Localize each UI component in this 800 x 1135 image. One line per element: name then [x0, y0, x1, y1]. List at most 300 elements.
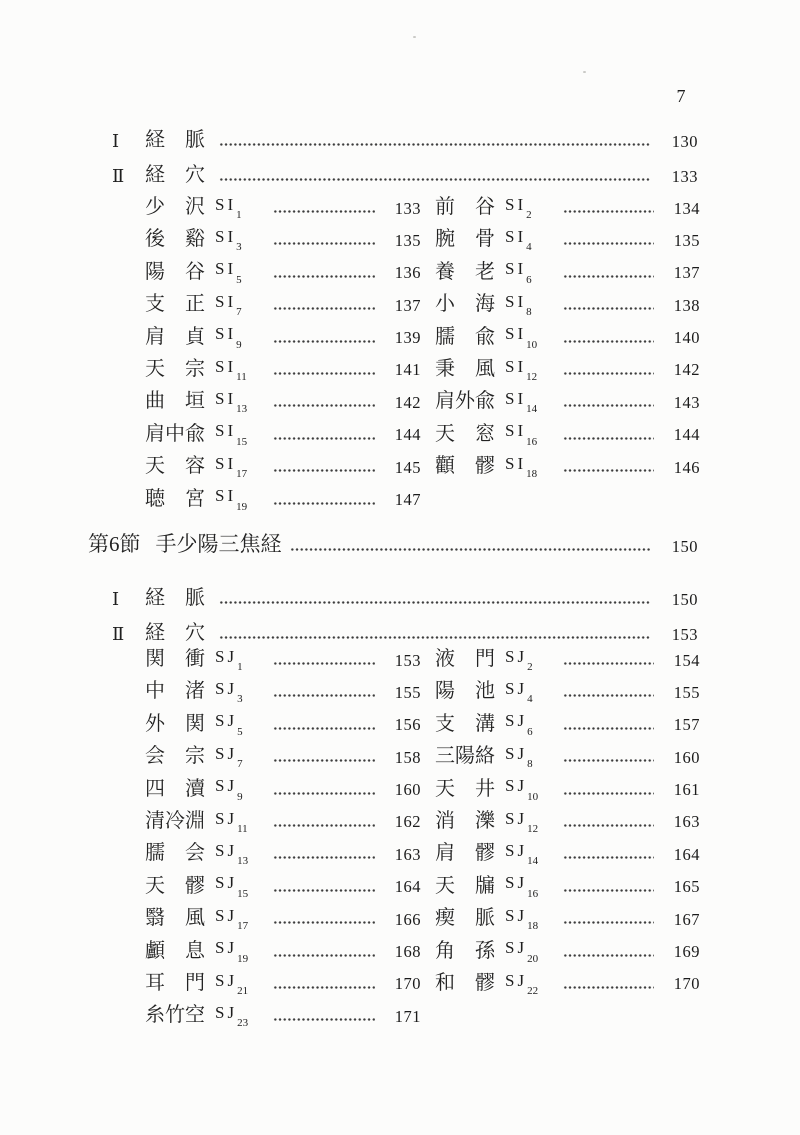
toc-entry-points	[112, 161, 698, 185]
entry-page-number: 154	[673, 650, 700, 670]
dot-leader	[273, 856, 375, 859]
toc-point-entry	[145, 711, 421, 738]
meridian-code: SJ	[505, 938, 528, 958]
point-number: 12	[526, 370, 538, 383]
meridian-code: SJ	[215, 743, 238, 763]
meridian-code: SJ	[505, 873, 528, 893]
point-code	[215, 808, 269, 835]
point-code	[505, 905, 559, 933]
point-code	[505, 679, 559, 706]
entry-label: 経 穴	[145, 622, 205, 644]
point-code	[505, 938, 559, 965]
dot-leader	[563, 275, 654, 278]
point-code	[215, 905, 269, 933]
point-name: 少 沢	[145, 196, 205, 218]
toc-point-entry	[145, 938, 421, 965]
point-number: 12	[527, 822, 539, 835]
entry-page-number: 135	[673, 230, 700, 250]
page-number: 7	[676, 86, 686, 106]
entry-page-number: 155	[673, 682, 700, 702]
point-code	[215, 840, 269, 868]
point-name: 秉 風	[435, 357, 495, 380]
point-number: 18	[526, 468, 538, 481]
toc-point-entry	[145, 486, 421, 513]
toc-point-row	[145, 969, 700, 997]
point-number: 9	[237, 790, 243, 803]
toc-point-entry	[145, 905, 421, 933]
toc-entry-meridian	[112, 584, 698, 608]
entry-label: 経 脈	[145, 587, 205, 609]
toc-point-row	[145, 677, 700, 706]
entry-page-number: 137	[394, 295, 421, 315]
dot-leader	[273, 502, 375, 505]
entry-page-number: 135	[394, 230, 421, 250]
point-code	[505, 291, 559, 319]
point-name: 翳 風	[145, 907, 205, 930]
entry-page-number: 155	[394, 682, 421, 702]
point-name: 天 井	[435, 777, 495, 800]
toc-point-entry	[145, 356, 421, 383]
meridian-code: SI	[215, 388, 237, 408]
point-number: 11	[236, 370, 247, 383]
dot-leader	[273, 889, 375, 892]
meridian-code: SJ	[215, 970, 238, 990]
toc-point-row	[145, 452, 700, 481]
toc-point-row	[145, 290, 700, 319]
dot-leader	[563, 210, 654, 213]
toc-point-row	[145, 645, 700, 673]
point-code	[215, 679, 269, 706]
entry-page-number: 165	[673, 877, 700, 897]
toc-point-row	[145, 355, 700, 383]
point-code	[215, 873, 269, 900]
point-name: 臑 会	[145, 842, 205, 865]
point-code	[505, 743, 559, 771]
point-name: 聴 宮	[145, 487, 205, 510]
roman-numeral: Ⅱ	[112, 624, 125, 644]
entry-page-number: 163	[673, 812, 700, 832]
point-code	[215, 776, 269, 803]
toc-point-entry	[145, 873, 421, 900]
dot-leader	[219, 143, 650, 146]
point-code	[505, 711, 559, 738]
toc-point-entry	[435, 453, 700, 481]
meridian-code: SI	[505, 227, 527, 246]
toc-point-entry	[435, 356, 700, 383]
roman-numeral: Ⅱ	[112, 166, 125, 186]
point-code	[505, 808, 559, 835]
point-number: 5	[237, 725, 243, 738]
entry-label: 経 穴	[145, 164, 205, 186]
meridian-code: SI	[215, 356, 237, 376]
toc-point-entry	[435, 388, 700, 416]
point-code	[215, 970, 269, 997]
point-code	[505, 194, 559, 221]
point-number: 19	[236, 500, 248, 513]
dot-leader	[273, 662, 375, 665]
meridian-code: SI	[215, 486, 237, 506]
dot-leader	[563, 889, 654, 892]
point-code	[505, 970, 559, 997]
point-code	[505, 421, 559, 448]
dot-leader	[290, 548, 651, 551]
toc-point-entry	[435, 291, 700, 319]
toc-point-entry	[145, 291, 421, 319]
point-code	[505, 227, 559, 254]
point-number: 13	[237, 855, 249, 868]
dot-leader	[563, 662, 654, 665]
point-code	[215, 291, 269, 319]
toc-point-entry	[145, 840, 421, 868]
point-number: 9	[236, 338, 242, 351]
toc-point-row	[145, 323, 700, 351]
dot-leader	[273, 275, 375, 278]
point-name: 四 瀆	[145, 777, 205, 800]
entry-page-number: 162	[394, 812, 421, 832]
point-name: 支 溝	[435, 712, 495, 735]
point-number: 14	[527, 855, 539, 868]
point-name: 曲 垣	[145, 390, 205, 413]
entry-label: 経 脈	[145, 129, 205, 151]
dot-leader	[273, 307, 375, 310]
point-name: 後 谿	[145, 228, 205, 251]
point-name: 会 宗	[145, 745, 205, 768]
point-code	[215, 1002, 269, 1030]
point-name: 陽 谷	[145, 260, 205, 283]
toc-point-entry	[435, 679, 700, 706]
section-header	[88, 531, 698, 555]
meridian-code: SI	[505, 324, 527, 344]
toc-point-entry	[145, 388, 421, 416]
meridian-code: SJ	[215, 938, 238, 958]
toc-point-entry	[145, 453, 421, 481]
meridian-code: SI	[215, 421, 237, 441]
point-number: 5	[236, 273, 242, 286]
point-number: 10	[527, 790, 539, 803]
dot-leader	[563, 694, 654, 697]
point-name: 耳 門	[145, 971, 205, 994]
point-code	[215, 421, 269, 448]
point-code	[215, 227, 269, 254]
dot-leader	[563, 759, 654, 762]
toc-point-row	[145, 420, 700, 448]
point-number: 2	[526, 209, 532, 221]
point-number: 6	[527, 725, 533, 738]
entry-page-number: 160	[394, 780, 421, 800]
point-number: 10	[526, 338, 538, 351]
point-number: 11	[237, 822, 248, 835]
toc-point-entry	[145, 421, 421, 448]
entry-page-number: 134	[673, 198, 700, 218]
toc-point-row	[145, 775, 700, 803]
meridian-code: SJ	[505, 808, 528, 828]
section-title: 手少陽三焦経	[155, 532, 282, 556]
point-number: 1	[237, 661, 243, 673]
entry-page-number: 136	[394, 263, 421, 283]
point-number: 15	[237, 887, 249, 900]
point-name: 外 関	[145, 712, 205, 735]
point-name: 中 渚	[145, 680, 205, 703]
entry-page-number: 141	[394, 360, 421, 380]
point-number: 7	[236, 306, 242, 319]
toc-point-entry	[435, 873, 700, 900]
entry-page-number: 150	[671, 589, 698, 609]
dot-leader	[219, 178, 650, 181]
toc-point-entry	[435, 905, 700, 933]
meridian-code: SI	[505, 453, 527, 473]
entry-page-number: 133	[394, 198, 421, 218]
point-name: 天 牖	[435, 874, 495, 897]
dot-leader	[219, 636, 650, 639]
point-name: 消 濼	[435, 809, 495, 832]
meridian-code: SJ	[215, 646, 238, 666]
point-name: 臑 兪	[435, 325, 495, 348]
meridian-code: SJ	[215, 840, 238, 860]
scan-speck	[583, 71, 586, 73]
meridian-code: SJ	[505, 646, 528, 666]
toc-point-entry	[435, 259, 700, 286]
toc-point-entry	[145, 743, 421, 771]
meridian-code: SJ	[215, 808, 238, 828]
dot-leader	[563, 824, 654, 827]
point-code	[215, 388, 269, 416]
toc-point-entry	[435, 776, 700, 803]
meridian-code: SI	[215, 453, 237, 473]
toc-point-row	[145, 839, 700, 868]
entry-page-number: 153	[671, 624, 698, 644]
toc-point-entry	[145, 324, 421, 351]
section-number: 第6節	[88, 532, 141, 556]
entry-page-number: 156	[394, 715, 421, 735]
toc-entry-meridian	[112, 126, 698, 150]
point-number: 1	[236, 209, 242, 221]
meridian-code: SJ	[505, 776, 528, 796]
point-name: 肩中兪	[145, 422, 205, 445]
point-name: 三陽絡	[435, 745, 495, 768]
toc-point-row	[145, 1001, 700, 1030]
dot-leader	[563, 986, 654, 989]
toc-point-entry	[145, 1002, 421, 1030]
entry-page-number: 142	[673, 360, 700, 380]
meridian-code: SI	[505, 421, 527, 441]
entry-page-number: 158	[394, 747, 421, 767]
dot-leader	[273, 694, 375, 697]
point-code	[215, 324, 269, 351]
point-number: 8	[526, 306, 532, 319]
toc-point-row	[145, 225, 700, 254]
roman-numeral: Ⅰ	[112, 131, 120, 151]
point-code	[505, 356, 559, 383]
scan-speck	[413, 36, 416, 38]
meridian-code: SJ	[215, 905, 238, 925]
entry-page-number: 138	[673, 295, 700, 315]
point-name: 瘈 脈	[435, 907, 495, 930]
dot-leader	[563, 856, 654, 859]
dot-leader	[273, 727, 375, 730]
toc-point-entry	[145, 679, 421, 706]
dot-leader	[563, 727, 654, 730]
point-number: 17	[237, 920, 249, 933]
entry-page-number: 153	[394, 650, 421, 670]
point-name: 肩 髎	[435, 842, 495, 865]
point-number: 23	[237, 1017, 249, 1030]
dot-leader	[273, 824, 375, 827]
meridian-code: SI	[505, 388, 527, 408]
point-name: 養 老	[435, 260, 495, 283]
dot-leader	[273, 372, 375, 375]
point-code	[505, 259, 559, 286]
point-number: 17	[236, 468, 248, 481]
si-level1-entries	[112, 126, 698, 196]
toc-point-entry	[435, 808, 700, 835]
point-code	[215, 194, 269, 221]
toc-point-entry	[145, 259, 421, 286]
point-number: 20	[527, 952, 539, 965]
meridian-code: SI	[215, 259, 237, 279]
entry-page-number: 143	[673, 392, 700, 412]
toc-point-entry	[435, 421, 700, 448]
dot-leader	[563, 404, 654, 407]
dot-leader	[273, 469, 375, 472]
meridian-code: SI	[505, 194, 527, 214]
point-name: 天 宗	[145, 357, 205, 380]
point-number: 21	[237, 984, 249, 997]
toc-point-entry	[435, 840, 700, 868]
dot-leader	[219, 601, 650, 604]
point-number: 16	[527, 887, 539, 900]
point-code	[215, 646, 269, 673]
point-code	[215, 259, 269, 286]
point-name: 前 谷	[435, 196, 495, 218]
point-name: 清冷淵	[145, 809, 205, 832]
sj-point-list	[145, 645, 700, 1034]
dot-leader	[563, 792, 654, 795]
point-number: 19	[237, 952, 249, 965]
point-name: 天 窓	[435, 422, 495, 445]
entry-page-number: 146	[673, 457, 700, 477]
dot-leader	[273, 954, 375, 957]
dot-leader	[563, 921, 654, 924]
point-name: 顴 髎	[435, 455, 495, 478]
dot-leader	[273, 792, 375, 795]
dot-leader	[563, 437, 654, 440]
toc-point-row	[145, 872, 700, 900]
toc-point-entry	[435, 938, 700, 965]
point-number: 13	[236, 403, 248, 416]
point-name: 関 衝	[145, 648, 205, 670]
entry-page-number: 170	[394, 974, 421, 994]
point-number: 15	[236, 435, 248, 448]
point-number: 3	[237, 693, 243, 706]
si-point-list	[145, 193, 700, 517]
dot-leader	[273, 404, 375, 407]
entry-page-number: 164	[673, 844, 700, 864]
point-number: 22	[527, 984, 539, 997]
dot-leader	[563, 340, 654, 343]
toc-point-entry	[435, 743, 700, 771]
dot-leader	[273, 1018, 375, 1021]
dot-leader	[563, 954, 654, 957]
toc-point-row	[145, 807, 700, 835]
meridian-code: SI	[215, 291, 237, 311]
toc-point-row	[145, 193, 700, 221]
meridian-code: SJ	[215, 679, 238, 698]
meridian-code: SJ	[215, 873, 238, 893]
toc-point-entry	[145, 194, 421, 221]
sj-level1-entries	[112, 584, 698, 654]
meridian-code: SI	[505, 291, 527, 311]
point-code	[505, 840, 559, 868]
point-name: 天 容	[145, 455, 205, 478]
entry-page-number: 166	[394, 909, 421, 929]
entry-page-number: 147	[394, 490, 421, 510]
dot-leader	[273, 210, 375, 213]
point-number: 3	[236, 241, 242, 254]
point-name: 糸竹空	[145, 1004, 205, 1027]
point-name: 腕 骨	[435, 228, 495, 251]
toc-point-entry	[145, 227, 421, 254]
point-number: 7	[237, 758, 243, 771]
point-number: 2	[527, 661, 533, 673]
point-number: 6	[526, 273, 532, 286]
toc-point-row	[145, 258, 700, 286]
point-code	[215, 711, 269, 738]
dot-leader	[273, 986, 375, 989]
point-name: 肩 貞	[145, 325, 205, 348]
point-number: 14	[526, 403, 538, 416]
meridian-code: SJ	[215, 1002, 238, 1022]
toc-point-row	[145, 742, 700, 771]
toc-point-entry	[435, 324, 700, 351]
point-code	[505, 776, 559, 803]
meridian-code: SJ	[505, 711, 528, 731]
entry-page-number: 130	[671, 131, 698, 151]
toc-point-entry	[435, 646, 700, 673]
point-code	[505, 453, 559, 481]
point-code	[505, 646, 559, 673]
toc-point-row	[145, 387, 700, 416]
toc-point-entry	[435, 227, 700, 254]
dot-leader	[273, 437, 375, 440]
toc-point-entry	[145, 808, 421, 835]
meridian-code: SJ	[505, 970, 528, 990]
meridian-code: SI	[215, 227, 237, 246]
point-name: 陽 池	[435, 680, 495, 703]
point-code	[215, 938, 269, 965]
entry-page-number: 144	[673, 425, 700, 445]
meridian-code: SI	[215, 324, 237, 344]
toc-point-row	[145, 485, 700, 513]
meridian-code: SI	[505, 356, 527, 376]
point-name: 小 海	[435, 293, 495, 316]
toc-point-entry	[435, 711, 700, 738]
point-code	[215, 356, 269, 383]
entry-page-number: 170	[673, 974, 700, 994]
toc-point-row	[145, 904, 700, 933]
dot-leader	[563, 469, 654, 472]
toc-point-entry	[145, 776, 421, 803]
point-number: 8	[527, 758, 533, 771]
entry-page-number: 163	[394, 844, 421, 864]
roman-numeral: Ⅰ	[112, 589, 120, 609]
point-name: 和 髎	[435, 971, 495, 994]
point-name: 顱 息	[145, 939, 205, 962]
entry-page-number: 145	[394, 457, 421, 477]
point-name: 角 孫	[435, 939, 495, 962]
meridian-code: SI	[505, 259, 527, 279]
point-code	[215, 453, 269, 481]
dot-leader	[563, 372, 654, 375]
